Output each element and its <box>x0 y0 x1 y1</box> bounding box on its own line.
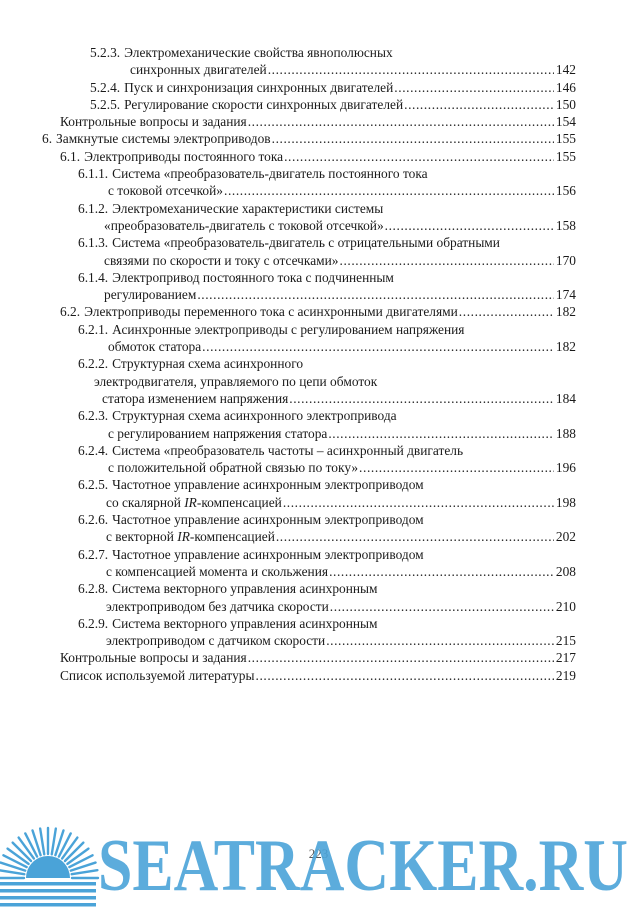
toc-page-number: 146 <box>555 79 576 95</box>
toc-entry-number: 5.2.4. <box>90 79 121 95</box>
toc-entry[interactable] <box>78 165 576 200</box>
toc-page-number: 170 <box>555 252 576 268</box>
toc-entry-title: Структурная схема асинхронного <box>112 356 304 372</box>
toc-page-number: 150 <box>555 96 576 112</box>
toc-dot-leader <box>330 598 554 615</box>
table-of-contents <box>0 44 637 684</box>
toc-entry-title: Электроприводы постоянного тока <box>84 148 284 164</box>
toc-dot-leader <box>329 563 554 580</box>
toc-entry-title: с положительной обратной связью по току» <box>108 460 359 476</box>
toc-entry-title: Регулирование скорости синхронных двигателей <box>124 96 404 112</box>
toc-entry-title: с токовой отсечкой» <box>108 183 223 199</box>
toc-entry-title: Замкнутые системы электроприводов <box>56 131 271 147</box>
toc-entry-title: Система «преобразователь частоты – асинхронный двигатель <box>112 442 464 458</box>
toc-entry-title: Электропривод постоянного тока с подчиненным <box>112 269 394 285</box>
toc-dot-leader <box>248 649 554 666</box>
toc-entry-title: электроприводом с датчиком скорости <box>106 633 326 649</box>
toc-entry[interactable] <box>90 44 576 79</box>
toc-dot-leader <box>385 217 554 234</box>
toc-page-number: 154 <box>555 114 576 130</box>
toc-entry-number: 6.2.6. <box>78 512 109 528</box>
toc-dot-leader <box>289 390 554 407</box>
toc-entry[interactable] <box>60 303 576 320</box>
toc-dot-leader <box>202 338 554 355</box>
toc-dot-leader <box>359 459 554 476</box>
toc-entry-title: со скалярной IR-компенсацией <box>106 494 282 510</box>
watermark-logo <box>0 808 637 908</box>
watermark-text: SEATRACKER.RU <box>98 825 628 907</box>
toc-entry-title: Структурная схема асинхронного электропривода <box>112 408 397 424</box>
toc-page-number: 182 <box>555 339 576 355</box>
toc-entry-title: Частотное управление асинхронным электроприводом <box>112 512 424 528</box>
toc-entry-title: Частотное управление асинхронным электроприводом <box>112 477 424 493</box>
toc-dot-leader <box>394 79 554 96</box>
toc-entry-number: 6.1.1. <box>78 166 109 182</box>
toc-dot-leader <box>276 528 554 545</box>
toc-entry[interactable] <box>78 511 576 546</box>
toc-entry-title: регулированием <box>104 287 197 303</box>
toc-entry-number: 6.2.5. <box>78 477 109 493</box>
toc-entry-title: с векторной IR-компенсацией <box>106 529 275 545</box>
toc-entry[interactable] <box>78 269 576 304</box>
toc-entry[interactable] <box>78 546 576 581</box>
toc-entry-title: Список используемой литературы <box>60 667 255 683</box>
toc-entry[interactable] <box>60 649 576 666</box>
toc-page-number: 155 <box>555 131 576 147</box>
toc-entry-title: электродвигателя, управляемого по цепи обмоток <box>94 373 378 389</box>
toc-entry-number: 6.2.8. <box>78 581 109 597</box>
toc-entry[interactable] <box>78 234 576 269</box>
toc-entry-number: 6.2. <box>60 304 81 320</box>
toc-page-number: 184 <box>555 390 576 406</box>
toc-entry[interactable] <box>60 113 576 130</box>
toc-entry[interactable] <box>78 580 576 615</box>
toc-page-number: 158 <box>555 217 576 233</box>
toc-entry-title: Система векторного управления асинхронным <box>112 581 378 597</box>
toc-entry-title: связями по скорости и току с отсечками» <box>104 252 339 268</box>
toc-entry[interactable] <box>78 407 576 442</box>
toc-dot-leader <box>268 61 554 78</box>
toc-dot-leader <box>248 113 554 130</box>
toc-page-number: 156 <box>555 183 576 199</box>
toc-dot-leader <box>256 667 554 684</box>
toc-entry-title: Асинхронные электроприводы с регулированием напряжения <box>112 321 465 337</box>
toc-entry-title: Система векторного управления асинхронным <box>112 615 378 631</box>
toc-entry[interactable] <box>90 96 576 113</box>
toc-entry-number: 6.1.2. <box>78 200 109 216</box>
toc-entry[interactable] <box>78 321 576 356</box>
toc-dot-leader <box>459 303 554 320</box>
toc-page-number: 202 <box>555 529 576 545</box>
toc-entry-title: Система «преобразователь-двигатель постоянного тока <box>112 166 428 182</box>
toc-entry-number: 6.2.3. <box>78 408 109 424</box>
toc-entry[interactable] <box>60 667 576 684</box>
toc-entry-number: 6.1. <box>60 148 81 164</box>
toc-entry[interactable] <box>90 79 576 96</box>
toc-entry-title: Частотное управление асинхронным электроприводом <box>112 546 424 562</box>
toc-entry-number: 6.1.4. <box>78 269 109 285</box>
toc-page-number: 215 <box>555 633 576 649</box>
toc-dot-leader <box>328 425 554 442</box>
toc-dot-leader <box>404 96 554 113</box>
toc-entry-title: электроприводом без датчика скорости <box>106 598 329 614</box>
toc-dot-leader <box>326 632 554 649</box>
toc-entry[interactable] <box>78 615 576 650</box>
page-number: 223 <box>308 846 329 861</box>
toc-dot-leader <box>283 494 554 511</box>
toc-page-number: 155 <box>555 148 576 164</box>
toc-page-number: 198 <box>555 494 576 510</box>
sun-icon <box>0 828 98 907</box>
toc-entry-title: Электромеханические характеристики системы <box>112 200 384 216</box>
toc-entry-number: 6.2.9. <box>78 615 109 631</box>
toc-entry-title: с компенсацией момента и скольжения <box>106 563 329 579</box>
toc-dot-leader <box>197 286 554 303</box>
toc-page-number: 188 <box>555 425 576 441</box>
toc-entry[interactable] <box>78 355 576 407</box>
toc-entry-title: с регулированием напряжения статора <box>108 425 328 441</box>
toc-page-number: 219 <box>555 667 576 683</box>
toc-entry-title: Контрольные вопросы и задания <box>60 114 247 130</box>
toc-dot-leader <box>284 148 554 165</box>
toc-page-number: 174 <box>555 287 576 303</box>
toc-entry-title: Пуск и синхронизация синхронных двигателей <box>124 79 394 95</box>
toc-entry-number: 6.2.2. <box>78 356 109 372</box>
toc-entry-title: Электромеханические свойства явнополюсных <box>124 45 393 60</box>
toc-entry[interactable] <box>78 442 576 477</box>
toc-entry[interactable] <box>60 148 576 165</box>
toc-entry-title: Система «преобразователь-двигатель с отрицательными обратными <box>112 235 500 251</box>
toc-page-number: 217 <box>555 650 576 666</box>
toc-page-number: 182 <box>555 304 576 320</box>
toc-entry-title: Контрольные вопросы и задания <box>60 650 247 666</box>
toc-entry-number: 6.2.4. <box>78 442 109 458</box>
toc-page-number: 208 <box>555 563 576 579</box>
toc-entry-title: статора изменением напряжения <box>102 390 289 406</box>
toc-entry-number: 6.2.1. <box>78 321 109 337</box>
toc-entry-title: обмоток статора <box>108 339 202 355</box>
toc-entry-number: 6. <box>42 131 53 147</box>
toc-entry[interactable] <box>78 476 576 511</box>
toc-entry[interactable] <box>42 130 576 147</box>
toc-dot-leader <box>340 252 554 269</box>
toc-dot-leader <box>224 182 554 199</box>
toc-entry-title: синхронных двигателей <box>130 62 267 78</box>
toc-page-number: 210 <box>555 598 576 614</box>
toc-entry-number: 6.2.7. <box>78 546 109 562</box>
toc-page-number: 196 <box>555 460 576 476</box>
toc-entry-number: 5.2.3. <box>90 45 121 60</box>
toc-entry[interactable] <box>78 200 576 235</box>
toc-entry-title: «преобразователь-двигатель с токовой отсечкой» <box>104 217 384 233</box>
toc-entry-number: 6.1.3. <box>78 235 109 251</box>
toc-entry-number: 5.2.5. <box>90 96 121 112</box>
toc-entry-title: Электроприводы переменного тока с асинхронными двигателями <box>84 304 458 320</box>
toc-page-number: 142 <box>555 62 576 78</box>
toc-dot-leader <box>272 130 554 147</box>
